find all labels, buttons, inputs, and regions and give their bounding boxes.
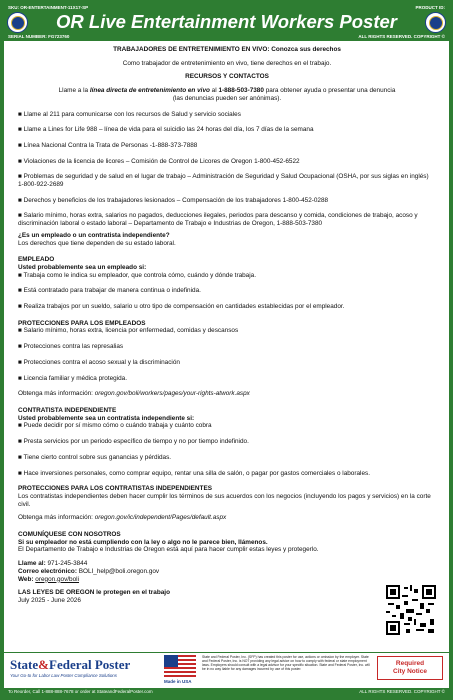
contractor-protections-title: PROTECCIONES PARA LOS CONTRATISTAS INDEPENDIENTES	[18, 485, 212, 493]
question-subtext: Los derechos que tiene dependen de su estado laboral.	[18, 239, 176, 247]
call-line: Llame al: 971-245-3844	[18, 560, 88, 568]
employee-protection-bullet: ■ Licencia familiar y médica protegida.	[18, 374, 128, 382]
brand-tagline: Your Go-to for Labor Law Poster Compliance Solutions	[10, 673, 117, 678]
serial-number: SERIAL NUMBER: FG723760	[8, 34, 70, 39]
top-info-bar	[4, 4, 449, 11]
more-info-link-contractors: oregon.gov/ic/independent/Pages/default.aspx	[94, 514, 227, 522]
more-info-contractors: Obtenga más información: oregon.gov/ic/independent/Pages/default.aspx	[18, 514, 227, 522]
serial-bar	[4, 33, 449, 41]
employee-title: EMPLEADO	[18, 256, 55, 264]
rights-text: ALL RIGHTS RESERVED. COPYRIGHT ©	[358, 34, 445, 39]
reorder-text: To Reorder, Call 1-888-888-7678 or order at StateandFederalPoster.com	[8, 689, 153, 694]
email-line: Correo electrónico: BOLI_help@boli.oregon.gov	[18, 567, 160, 575]
laws-title: LAS LEYES DE OREGON le protegen en el trabajo	[18, 589, 170, 597]
employee-subtitle: Usted probablemente sea un empleado si:	[18, 263, 147, 271]
brand-logo: State&Federal Poster	[10, 657, 131, 672]
question-heading: ¿Es un empleado o un contratista independiente?	[18, 231, 170, 239]
web-link: oregon.gov/boli	[35, 575, 79, 583]
sku-text: SKU: OR-ENTERTAINMENT-11X17-SP	[8, 5, 89, 10]
hotline-line: Llame a la línea directa de entretenimiento en vivo al 1-888-503-7380 para obtener ayuda o presentar una denuncia	[58, 87, 396, 95]
poster-header	[4, 11, 449, 33]
resource-bullet: ■ Llame a Lines for Life 988 – línea de vida para el suicidio las 24 horas del día, los 7 días de la semana	[18, 126, 314, 134]
more-info-link-employees: oregon.gov/boli/workers/pages/your-rights-atwork.aspx	[94, 390, 250, 398]
hotline-name: línea directa de entretenimiento en vivo	[89, 87, 210, 95]
laws-dates: July 2025 - June 2026	[18, 596, 81, 604]
contractor-protections-text: Los contratistas independientes deben hacer cumplir los términos de sus acuerdos con los negocios (incluyendo los pagos y servicios) en la corte civil.	[18, 492, 431, 508]
disclaimer-text: State and Federal Poster, Inc. (SFP) has created this poster for use, actions or omission by the employer. State and Federal Poster, Inc. is NOT providing any legal advice on how to comply with federal or state employment laws. Employers should consult with a legal advisor for your specific situation. State and Federal Poster, Inc. will be in no way liable for any damages incurred by use of this poster.	[202, 655, 370, 672]
contact-subtitle: Si su empleador no está cumpliendo con la ley o algo no le parece bien, llámenos.	[18, 538, 268, 546]
product-id-text: PRODUCT ID:	[415, 5, 445, 10]
poster-body	[18, 46, 436, 605]
contractor-bullet: ■ Presta servicios por un periodo específico de tiempo y no por tiempo indefinido.	[18, 438, 249, 446]
bottom-bar	[4, 688, 449, 696]
required-notice-badge: Required City Notice	[377, 656, 443, 680]
employee-bullet: ■ Trabaja como le indica su empleador, que controla cómo, cuándo y dónde trabaja.	[18, 271, 256, 279]
employee-protection-bullet: ■ Salario mínimo, horas extra, licencia por enfermedad, comidas y descansos	[18, 327, 239, 335]
poster-footer	[4, 652, 449, 696]
footer-rights-text: ALL RIGHTS RESERVED. COPYRIGHT ©	[359, 689, 445, 694]
hotline-note: (las denuncias pueden ser anónimas).	[172, 94, 282, 102]
resource-bullet: ■ Línea Nacional Contra la Trata de Personas -1-888-373-7888	[18, 141, 198, 149]
body-intro: Como trabajador de entretenimiento en vivo, tiene derechos en el trabajo.	[122, 59, 332, 67]
contractor-title: CONTRATISTA INDEPENDIENTE	[18, 406, 117, 414]
resource-bullet: ■ Salario mínimo, horas extra, salarios no pagados, deducciones ilegales, periodos para descanso y comida, condiciones de trabajo, acoso y discriminación laboral o estado laboral – Departamento de Trabajo e Industrias de Oregon, 1-888-503-7380	[18, 212, 418, 228]
contractor-bullet: ■ Hace inversiones personales, como comprar equipo, rentar una silla de salón, o pagar por gastos comerciales o laborales.	[18, 469, 370, 477]
qr-code-icon	[386, 585, 436, 635]
resource-bullet: ■ Llame al 211 para comunicarse con los recursos de Salud y servicio sociales	[18, 110, 241, 118]
hotline-number: 1-888-503-7380	[218, 87, 264, 95]
contact-title: COMUNÍQUESE CON NOSOTROS	[18, 531, 121, 539]
employee-protection-bullet: ■ Protecciones contra las represalias	[18, 343, 124, 351]
employee-protection-bullet: ■ Protecciones contra el acoso sexual y la discriminación	[18, 358, 180, 366]
resources-title: RECURSOS Y CONTACTOS	[185, 73, 269, 81]
body-heading: TRABAJADORES DE ENTRETENIMIENTO EN VIVO: Conozca sus derechos	[113, 46, 341, 53]
employee-protections-title: PROTECCIONES PARA LOS EMPLEADOS	[18, 319, 146, 327]
contractor-bullet: ■ Puede decidir por sí mismo cómo o cuándo trabaja y cuánto cobra	[18, 422, 212, 430]
resource-bullet: ■ Violaciones de la licencia de licores – Comisión de Control de Licores de Oregon 1-800-452-6522	[18, 157, 300, 165]
resource-bullet: ■ Derechos y beneficios de los trabajadores lesionados – Compensación de los trabajadores 1-800-452-0288	[18, 196, 329, 204]
resource-bullet: ■ Problemas de seguridad y de salud en el lugar de trabajo – Administración de Seguridad y Salud Ocupacional (OSHA, por sus siglas en inglés) 1-800-922-2689	[18, 173, 429, 189]
contractor-subtitle: Usted probablemente sea un contratista independiente si:	[18, 414, 195, 422]
more-info-employees: Obtenga más información: oregon.gov/boli/workers/pages/your-rights-atwork.aspx	[18, 390, 250, 398]
contractor-bullet: ■ Tiene cierto control sobre sus ganancias y pérdidas.	[18, 453, 172, 461]
made-in-usa-text: Made in USA	[164, 679, 192, 684]
contact-text: El Departamento de Trabajo e Industrias de Oregon está aquí para hacer cumplir estas leyes y protegerlo.	[18, 546, 319, 554]
oregon-seal-right-icon	[425, 12, 446, 33]
poster-title: OR Live Entertainment Workers Poster	[56, 11, 397, 32]
web-line: Web: oregon.gov/boli	[18, 575, 79, 583]
employee-bullet: ■ Está contratado para trabajar de manera continua o indefinida.	[18, 287, 201, 295]
employee-bullet: ■ Realiza trabajos por un sueldo, salario u otro tipo de compensación en cantidades establecidas por el empleador.	[18, 303, 345, 311]
usa-flag-icon	[164, 655, 196, 677]
